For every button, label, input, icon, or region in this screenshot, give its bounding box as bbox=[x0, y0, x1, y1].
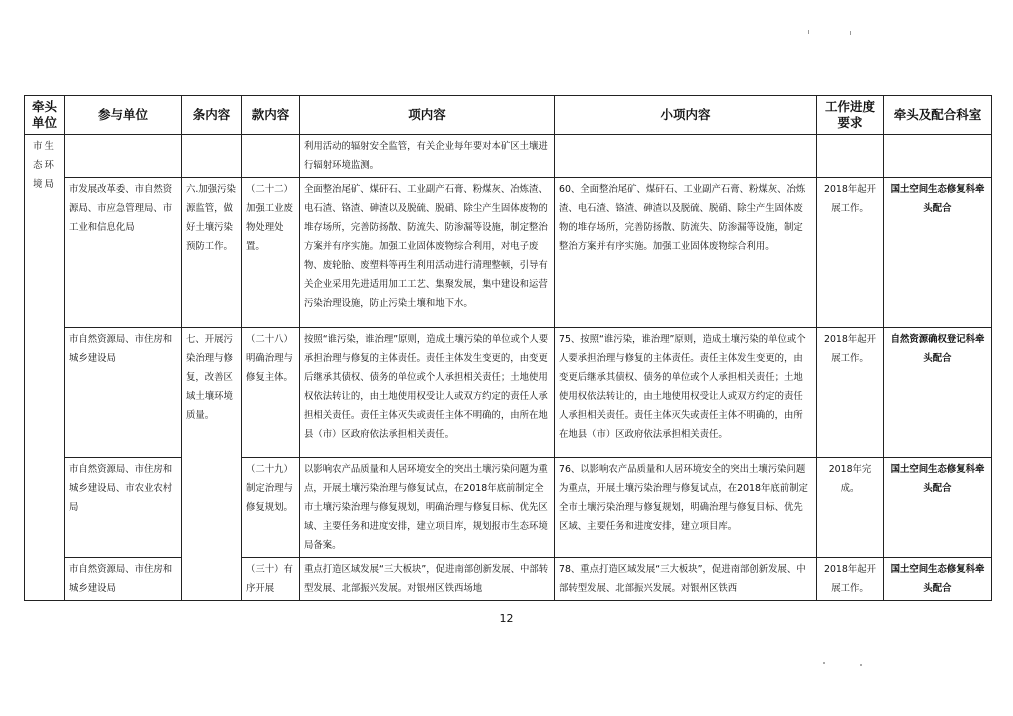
subitem-cell bbox=[555, 135, 817, 178]
header-clause: 款内容 bbox=[242, 96, 300, 135]
subitem-cell: 76、以影响农产品质量和人居环境安全的突出土壤污染问题为重点，开展土壤污染治理与修复试点，在2018年底前制定全市土壤污染治理与修复规划，明确治理与修复目标、优先区域、主要任务和进度安排，建立项目库。 bbox=[555, 458, 817, 558]
table-row bbox=[25, 328, 992, 458]
table-row bbox=[25, 135, 992, 178]
item-cell: 利用活动的辐射安全监管，有关企业每年要对本矿区土壤进行辐射环境监测。 bbox=[300, 135, 555, 178]
department-cell: 自然资源确权登记科牵头配合 bbox=[884, 328, 992, 458]
table-header-row bbox=[25, 96, 992, 135]
table-row bbox=[25, 458, 992, 558]
clause-cell bbox=[242, 135, 300, 178]
header-lead-unit: 牵头单位 bbox=[25, 96, 65, 135]
progress-cell: 2018年起开展工作。 bbox=[817, 328, 884, 458]
header-item: 项内容 bbox=[300, 96, 555, 135]
participants-cell: 市自然资源局、市住房和城乡建设局、市农业农村局 bbox=[65, 458, 182, 558]
item-cell: 以影响农产品质量和人居环境安全的突出土壤污染问题为重点，开展土壤污染治理与修复试点，在2018年底前制定全市土壤污染治理与修复规划，明确治理与修复目标、优先区域、主要任务和进度安排，建立项目库，规划报市生态环境局备案。 bbox=[300, 458, 555, 558]
clause-cell: （二十八）明确治理与修复主体。 bbox=[242, 328, 300, 458]
progress-cell: 2018年完成。 bbox=[817, 458, 884, 558]
participants-cell: 市自然资源局、市住房和城乡建设局 bbox=[65, 328, 182, 458]
lead-unit-cell: 市生态环境局 bbox=[25, 135, 65, 601]
page-number: 12 bbox=[499, 612, 514, 625]
subitem-cell: 75、按照“谁污染，谁治理”原则，造成土壤污染的单位或个人要承担治理与修复的主体责任。责任主体发生变更的，由变更后继承其债权、债务的单位或个人承担相关责任；土地使用权依法转让的，由土地使用权受让人或双方约定的责任人承担相关责任。责任主体灭失或责任主体不明确的，由所在地县（市）区政府依法承担相关责任。 bbox=[555, 328, 817, 458]
subitem-cell: 60、全面整治尾矿、煤矸石、工业副产石膏、粉煤灰、冶炼渣、电石渣、铬渣、砷渣以及脱硫、脱硝、除尘产生固体废物的堆存场所，完善防扬散、防流失、防渗漏等设施，制定整治方案并有序实施。加强工业固体废物综合利用。 bbox=[555, 178, 817, 328]
header-progress: 工作进度要求 bbox=[817, 96, 884, 135]
article-cell: 六.加强污染源监管，做好土壤污染预防工作。 bbox=[182, 178, 242, 328]
participants-cell bbox=[65, 135, 182, 178]
department-cell bbox=[884, 135, 992, 178]
item-cell: 全面整治尾矿、煤矸石、工业副产石膏、粉煤灰、冶炼渣、电石渣、铬渣、砷渣以及脱硫、脱硝、除尘产生固体废物的堆存场所，完善防扬散、防流失、防渗漏等设施，制定整治方案并有序实施。加强工业固体废物综合利用，对电子废物、废轮胎、废塑料等再生利用活动进行清理整顿，引导有关企业采用先进适用加工工艺、集聚发展，集中建设和运营污染治理设施，防止污染土壤和地下水。 bbox=[300, 178, 555, 328]
progress-cell bbox=[817, 135, 884, 178]
article-cell bbox=[182, 135, 242, 178]
progress-cell: 2018年起开展工作。 bbox=[817, 178, 884, 328]
department-cell: 国土空间生态修复科牵头配合 bbox=[884, 558, 992, 601]
header-subitem: 小项内容 bbox=[555, 96, 817, 135]
table-row bbox=[25, 178, 992, 328]
header-department: 牵头及配合科室 bbox=[884, 96, 992, 135]
participants-cell: 市发展改革委、市自然资源局、市应急管理局、市工业和信息化局 bbox=[65, 178, 182, 328]
task-table bbox=[24, 95, 992, 601]
department-cell: 国土空间生态修复科牵头配合 bbox=[884, 458, 992, 558]
clause-cell: （二十二）加强工业废物处理处置。 bbox=[242, 178, 300, 328]
header-article: 条内容 bbox=[182, 96, 242, 135]
progress-cell: 2018年起开展工作。 bbox=[817, 558, 884, 601]
clause-cell: （二十九）制定治理与修复规划。 bbox=[242, 458, 300, 558]
department-cell: 国土空间生态修复科牵头配合 bbox=[884, 178, 992, 328]
item-cell: 重点打造区域发展“三大板块”，促进南部创新发展、中部转型发展、北部振兴发展。对银州区铁西场地 bbox=[300, 558, 555, 601]
table-row bbox=[25, 558, 992, 601]
item-cell: 按照“谁污染，谁治理”原则，造成土壤污染的单位或个人要承担治理与修复的主体责任。责任主体发生变更的，由变更后继承其债权、债务的单位或个人承担相关责任；土地使用权依法转让的，由土地使用权受让人或双方约定的责任人承担相关责任。责任主体灭失或责任主体不明确的，由所在地县（市）区政府依法承担相关责任。 bbox=[300, 328, 555, 458]
participants-cell: 市自然资源局、市住房和城乡建设局 bbox=[65, 558, 182, 601]
subitem-cell: 78、重点打造区域发展“三大板块”，促进南部创新发展、中部转型发展、北部振兴发展。对银州区铁西 bbox=[555, 558, 817, 601]
clause-cell: （三十）有序开展 bbox=[242, 558, 300, 601]
header-participants: 参与单位 bbox=[65, 96, 182, 135]
article-cell: 七、开展污染治理与修复，改善区域土壤环境质量。 bbox=[182, 328, 242, 601]
